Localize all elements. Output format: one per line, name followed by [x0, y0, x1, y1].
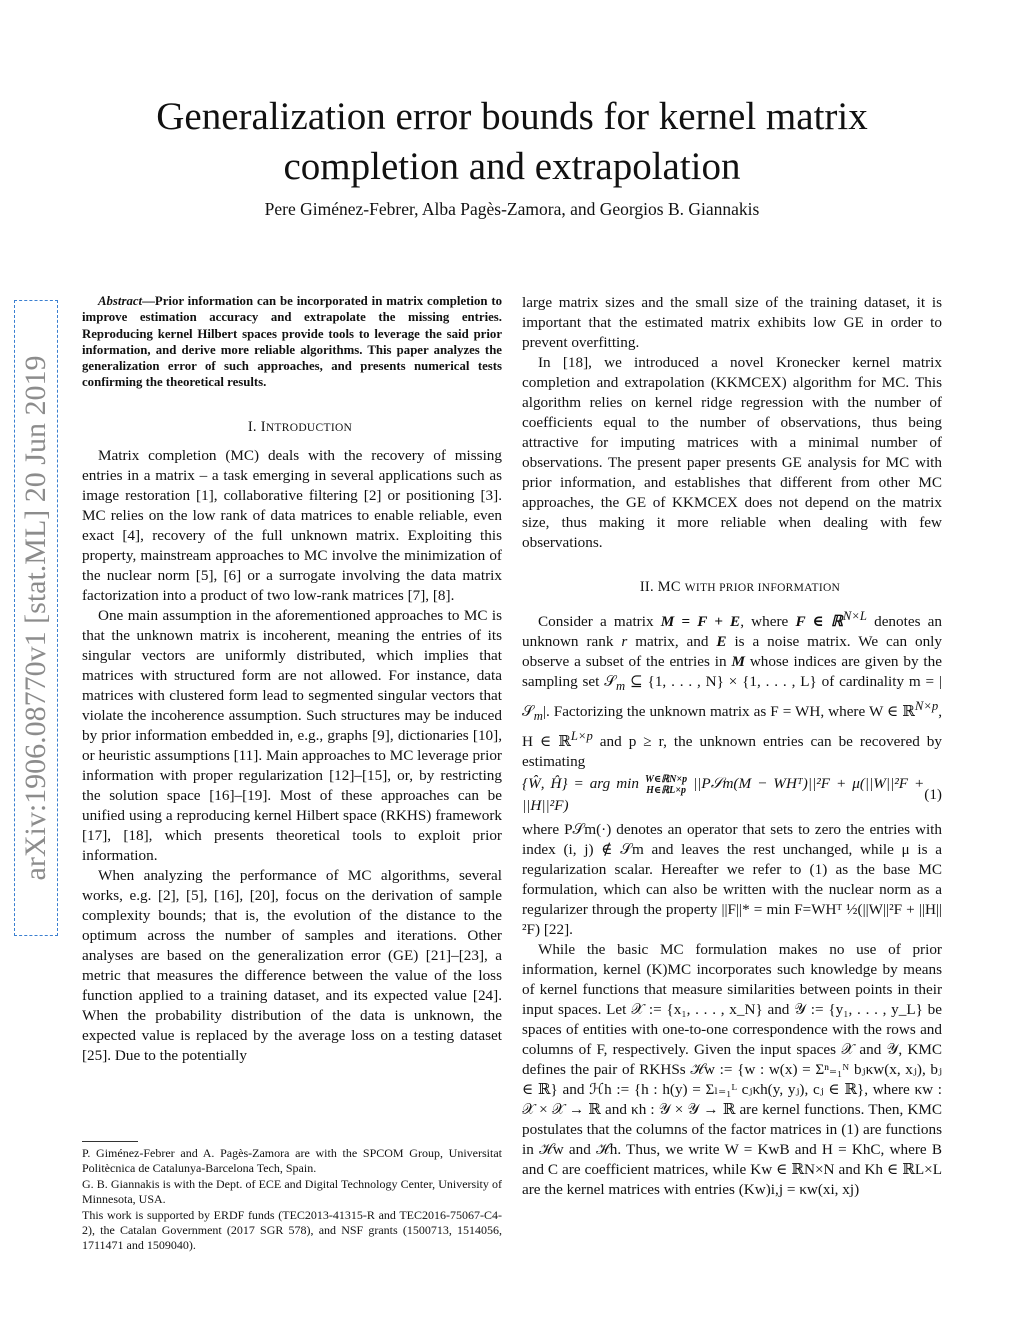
math-run: E [716, 633, 727, 651]
footnote-funding: This work is supported by ERDF funds (TEC2013-41315-R and TEC2016-75067-C4-2), the Catalan Government (2017 SGR 578), and NSF grants (1500713, 1514056, 1711471 and 1509040). [82, 1207, 502, 1253]
intro-paragraph-3: When analyzing the performance of MC algorithms, several works, e.g. [2], [5], [16], [20], focus on the derivation of sample complexity bounds; that is, the evolution of the distance to the optimum across the number of samples and iterations. Other analyses are based on the generalization error (GE) [21]–[23], a metric that measures the difference between the value of the loss function applied to a training dataset, and its expected value [24]. When the probability distribution of the data is unknown, the expected value is replaced by the average loss on a testing dataset [25]. Due to the potentially [82, 866, 502, 1064]
title-line-1: Generalization error bounds for kernel matrix [156, 95, 868, 138]
equation-number: (1) [924, 786, 942, 804]
equation-rhs: ||P𝒮m(M − WHᵀ)||²F + μ(||W||²F + ||H||²F) [522, 775, 925, 815]
footnote-affiliation-1: P. Giménez-Febrer and A. Pagès-Zamora are with the SPCOM Group, Universitat Politècnica de Catalunya-Barcelona Tech, Spain. [82, 1146, 502, 1176]
text-run: matrix, and [627, 633, 717, 651]
math-run: F ∈ ℝ [795, 613, 843, 631]
section-heading-mc-prior [522, 577, 942, 598]
right-paragraph-1: large matrix sizes and the small size of the training dataset, it is important that the estimated matrix exhibits low GE in order to prevent overfitting. [522, 294, 942, 351]
abstract-text: —Prior information can be incorporated in matrix completion to improve estimation accuracy and extrapolate the missing entries. Reproducing kernel Hilbert spaces provide tools to leverage the said prior information, and derive more reliable algorithms. This paper analyzes the generalization error of such approaches, and presents numerical tests confirming the theoretical results. [82, 294, 502, 390]
math-run: M = F + E [660, 613, 741, 631]
math-sub: m [616, 679, 626, 694]
text-run: , H ∈ ℝ [522, 703, 942, 751]
footnote-rule [82, 1141, 138, 1142]
arxiv-sidebar-stamp [14, 300, 58, 936]
math-sup: L×p [570, 729, 593, 744]
footnotes [82, 1146, 502, 1254]
text-run: |. Factorizing the unknown matrix as F = WH, where W ∈ ℝ [542, 703, 915, 721]
intro-paragraph-2: One main assumption in the aforementioned approaches to MC is that the unknown matrix is incoherent, meaning the entries of its singular vectors are uniformly distributed, which implies that matrices with structured form are not allowed. For instance, data matrices with clustered form lead to segmented singular vectors that violate the incoherence assumption. Such structures may be induced by prior information embedded in, e.g., graphs [9], dictionaries [10], or heuristic assumptions [11]. Main approaches to MC leverage prior information with proper regularization [12]–[15], or, by restricting the solution space [16]–[19]. Most of these approaches can be unified using a reproducing kernel Hilbert space (RKHS) framework [17], [18], which presents theoretical tools to exploit prior information. [82, 606, 502, 864]
equation-1 [522, 774, 942, 816]
right-column [522, 293, 942, 1200]
equation-subscript-w: W∈ℝN×p [644, 774, 688, 786]
text-run: whose indices are given by the sampling set 𝒮 [522, 653, 942, 691]
section-heading-introduction [82, 417, 502, 438]
math-sup: N×L [842, 609, 867, 623]
math-run: r [621, 633, 628, 651]
mc-paragraph-3: While the basic MC formulation makes no use of prior information, kernel (K)MC incorporates such knowledge by means of kernel functions that measure similarities between points in their input spaces. Let 𝒳 := {x₁, . . . , x_N} and 𝒴 := {y₁, . . . , y_L} be spaces of entities with one-to-one correspondence with the rows and columns of F, respectively. Given the input spaces 𝒳 and 𝒴, KMC defines the pair of RKHSs ℋw := {w : w(x) = Σⁿ₌₁ᴺ bⱼκw(x, xⱼ), bⱼ ∈ ℝ} and ℋh := {h : h(y) = Σₗ₌₁ᴸ cⱼκh(y, yⱼ), cⱼ ∈ ℝ}, where κw : 𝒳 × 𝒳 → ℝ and κh : 𝒴 × 𝒴 → ℝ are kernel functions. Then, KMC postulates that the columns of the factor matrices in (1) are functions in ℋw and ℋh. Thus, we write W = KwB and H = KhC, where B and C are coefficient matrices, while Kw ∈ ℝN×N and Kh ∈ ℝL×L are the kernel matrices with entries (Kw)i,j = κw(xi, xj) [522, 941, 942, 1199]
right-paragraph-2: In [18], we introduced a novel Kronecker kernel matrix completion and extrapolation (KKMCEX) algorithm for MC. This algorithm relies on kernel ridge regression with the number of coefficients equal to the number of observations, thus being attractive for imputing matrices with a minimal number of observations. The present paper presents GE analysis for MC with prior information, and establishes that different from other MC approaches, the GE of KKMCEX does not depend on the matrix size, thus making it more reliable when dealing with few observations. [522, 354, 942, 551]
text-run: is a noise matrix. We can only observe a subset of the entries in [522, 633, 942, 671]
text-run: ⊆ {1, . . . , N} × {1, . . . , L} of cardinality m = |𝒮 [522, 673, 942, 721]
equation-lhs: {Ŵ, Ĥ} = arg min [522, 775, 639, 793]
equation-subscript-h: H∈ℝL×p [646, 785, 686, 797]
math-run: M [731, 653, 745, 671]
math-sub: m [533, 709, 543, 724]
equation-subscript [645, 774, 687, 796]
abstract-label: Abstract [98, 294, 143, 308]
section-number: I. I [247, 418, 266, 435]
mc-paragraph-2: where P𝒮m(·) denotes an operator that sets to zero the entries with index (i, j) ∉ 𝒮m and leaves the rest unchanged, while μ is a regularization scalar. Hereafter we refer to (1) as the base MC formulation, which can also be written with the nuclear norm as a regularizer through the property ||F||* = min F=WHᵀ ½(||W||²F + ||H||²F) [22]. [522, 821, 942, 939]
mc-paragraph-1 [522, 606, 942, 772]
arxiv-id-text: arXiv:1906.08770v1 [stat.ML] 20 Jun 2019 [19, 355, 52, 881]
title-line-2: completion and extrapolation [283, 145, 741, 188]
text-run: denotes an unknown rank [522, 613, 942, 651]
text-run: Consider a matrix [538, 613, 661, 631]
text-run: , where [740, 613, 796, 631]
footnote-affiliation-2: G. B. Giannakis is with the Dept. of ECE and Digital Technology Center, University of Minnesota, USA. [82, 1176, 502, 1207]
paper-title [0, 92, 1024, 192]
section-title: NTRODUCTION [265, 421, 353, 434]
text-run: and p ≥ r, the unknown entries can be recovered by estimating [522, 733, 942, 771]
left-column [82, 293, 502, 1066]
section-title: WITH PRIOR INFORMATION [684, 582, 841, 594]
abstract [82, 293, 502, 391]
author-list: Pere Giménez-Febrer, Alba Pagès-Zamora, and Georgios B. Giannakis [264, 199, 760, 219]
equation-body [522, 774, 924, 816]
intro-paragraph-1: Matrix completion (MC) deals with the recovery of missing entries in a matrix – a task emerging in several applications such as image restoration [1], collaborative filtering [2] or positioning [3]. MC relies on the low rank of data matrices to enable reliable, even exact [4], recovery of the full unknown matrix. Exploiting this property, mainstream approaches to MC involve the minimization of the nuclear norm [5], [6] or a surrogate involving the data matrix factorization into a product of two low-rank matrices [7], [8]. [82, 446, 502, 604]
math-sup: N×p [914, 699, 939, 714]
section-number: II. MC [639, 579, 685, 595]
